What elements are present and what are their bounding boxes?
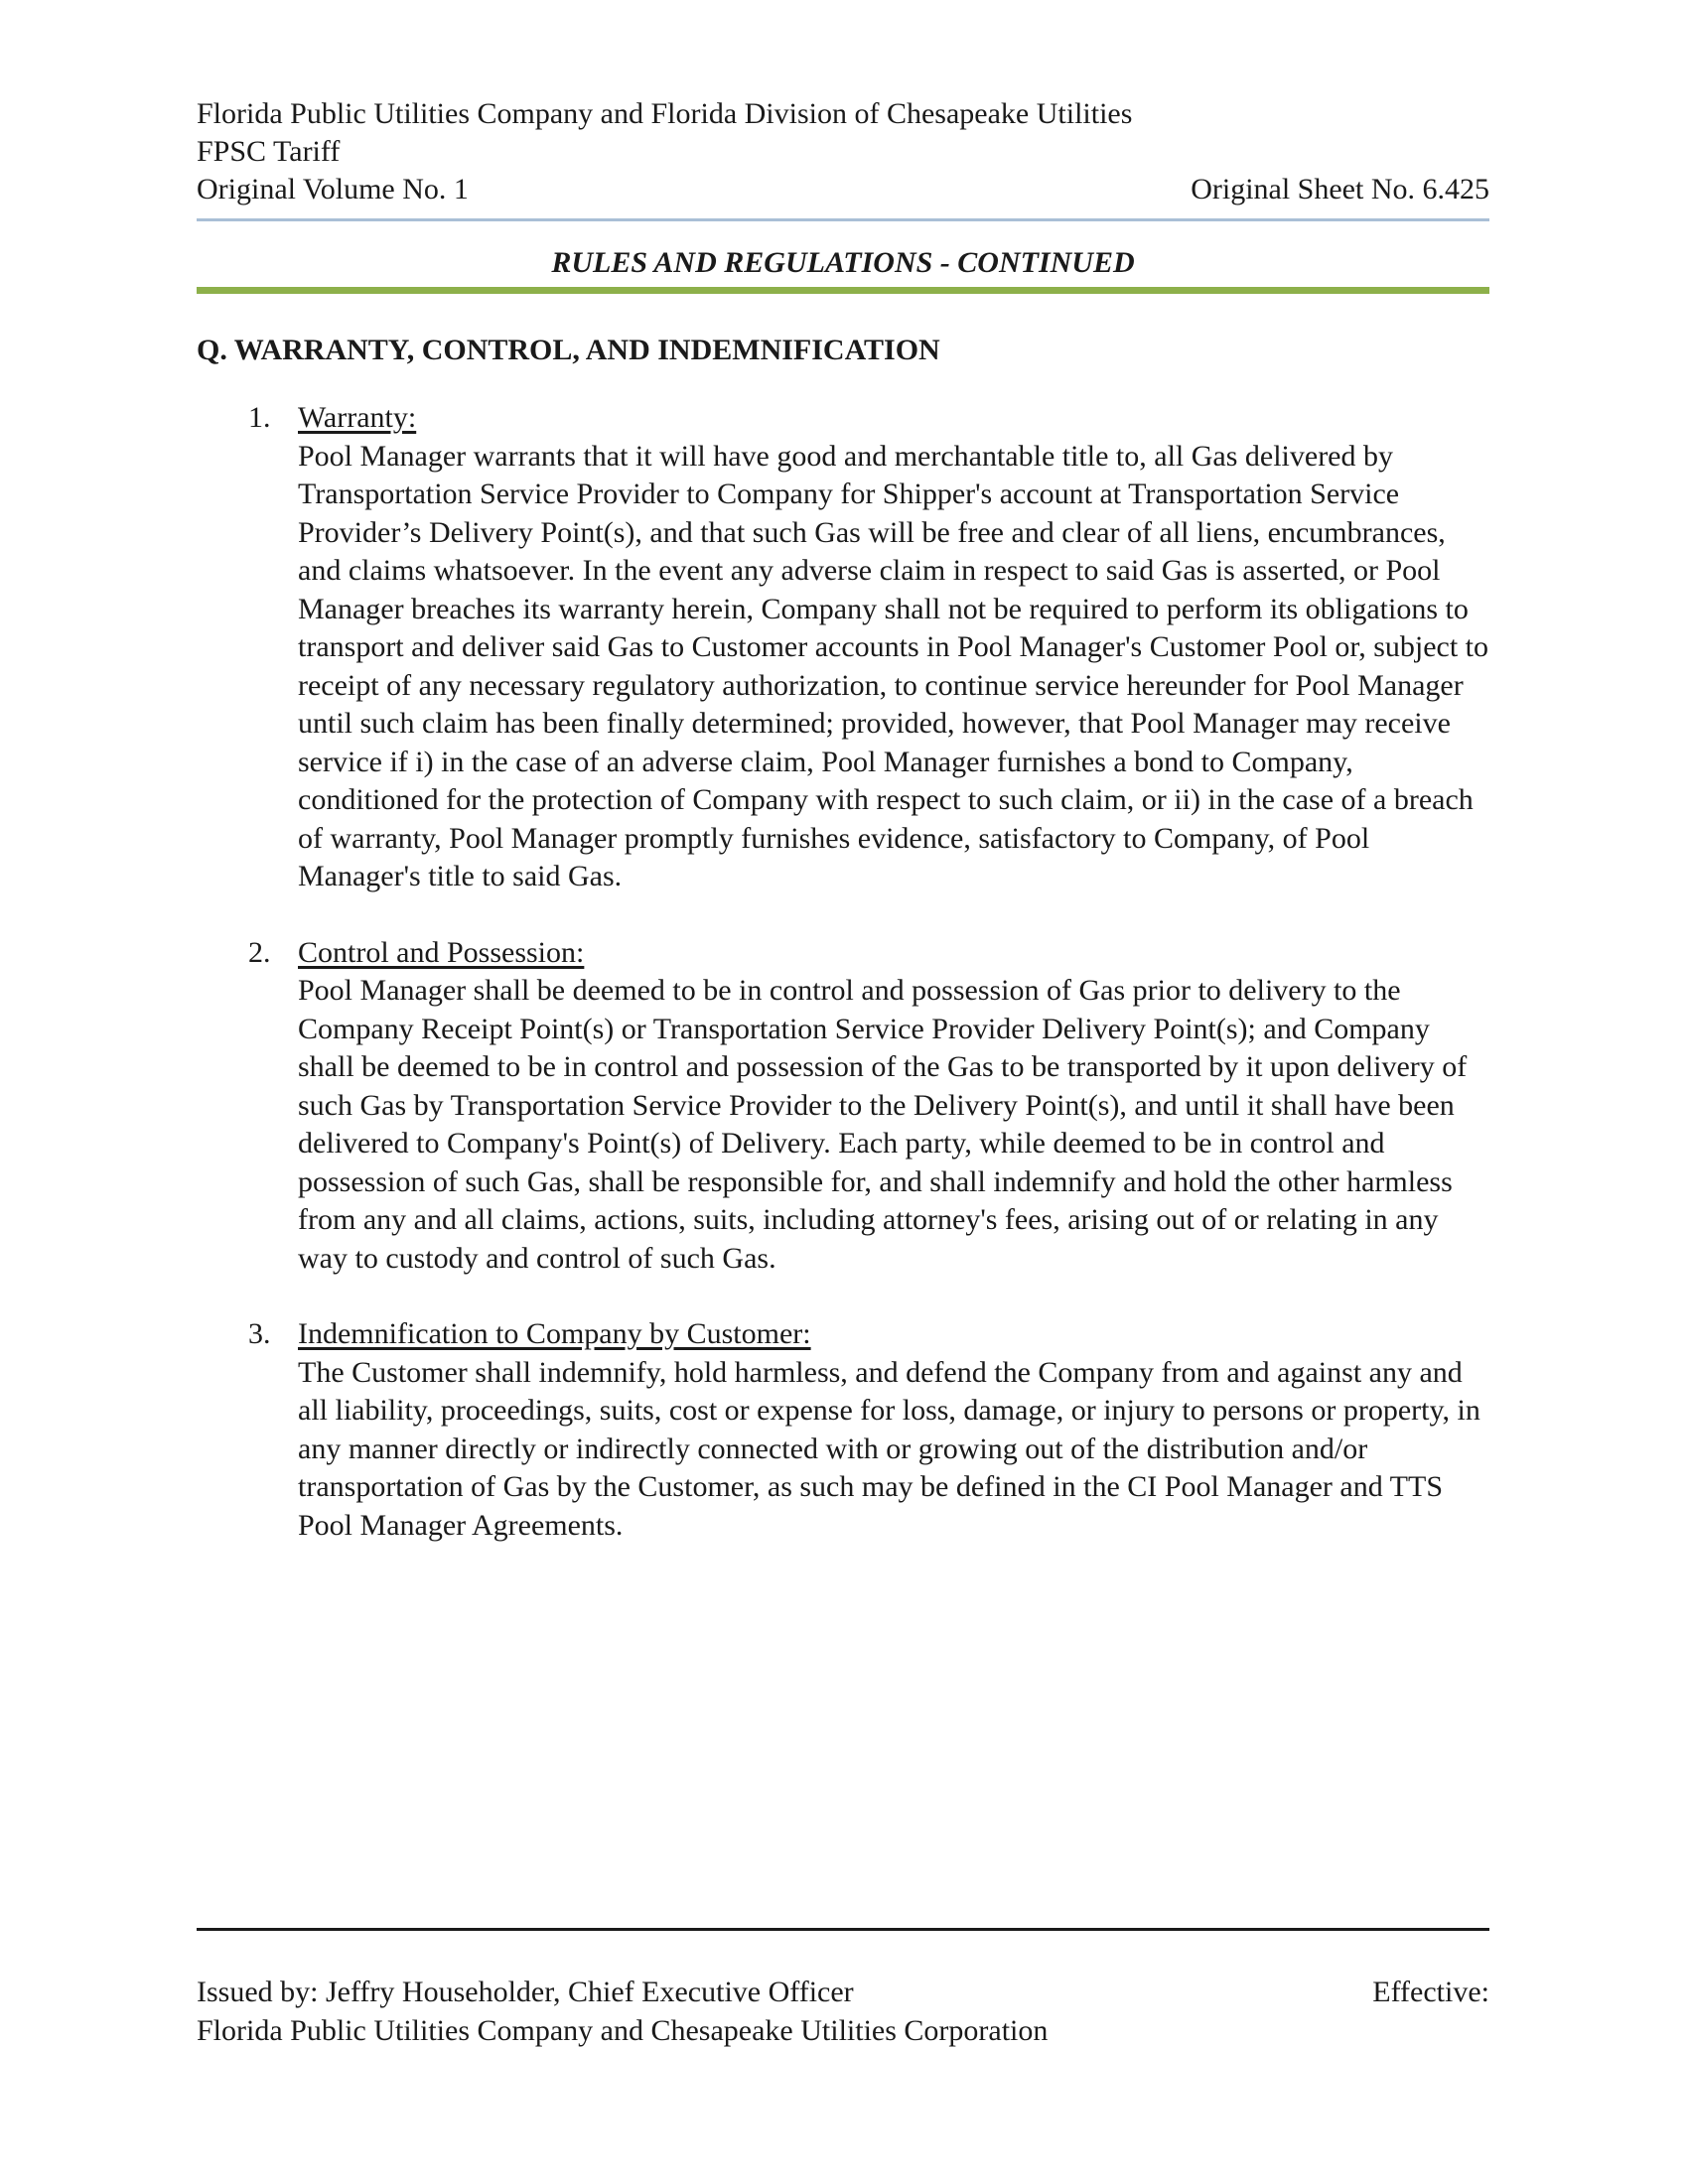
item-body: The Customer shall indemnify, hold harmless, and defend the Company from and against any and all liability, proceedings, suits, cost or expense for loss, damage, or injury to persons or property, in any manner directly or indirectly connected with or growing out of the distribution and/or transportation of Gas by the Customer, as such may be defined in the CI Pool Manager and TTS Pool Manager Agreements. bbox=[298, 1355, 1480, 1542]
item-number: 1. bbox=[248, 401, 271, 434]
header-line-2 bbox=[197, 133, 1489, 171]
section-title: RULES AND REGULATIONS - CONTINUED bbox=[551, 246, 1135, 279]
item-title: Indemnification to Company by Customer: bbox=[298, 1317, 811, 1350]
item-number: 2. bbox=[248, 935, 271, 969]
item-warranty bbox=[197, 399, 1489, 896]
item-title: Warranty: bbox=[298, 401, 417, 434]
header-company: Florida Public Utilities Company and Florida Division of Chesapeake Utilities bbox=[197, 97, 1133, 130]
header-divider bbox=[197, 218, 1489, 221]
footer-company: Florida Public Utilities Company and Chesapeake Utilities Corporation bbox=[197, 2014, 1049, 2047]
header-line-3 bbox=[197, 171, 1489, 208]
item-indemnification bbox=[197, 1315, 1489, 1545]
item-title: Control and Possession: bbox=[298, 935, 585, 969]
page-footer bbox=[197, 1928, 1489, 2050]
header-volume: Original Volume No. 1 bbox=[197, 173, 469, 205]
footer-issued-by: Issued by: Jeffry Householder, Chief Executive Officer bbox=[197, 1976, 854, 2008]
item-control-and-possession bbox=[197, 934, 1489, 1279]
tariff-page bbox=[197, 95, 1489, 2091]
section-title-divider bbox=[197, 287, 1489, 294]
item-list bbox=[197, 399, 1489, 1545]
section-heading: Q. WARRANTY, CONTROL, AND INDEMNIFICATION bbox=[197, 334, 940, 366]
header-line-1 bbox=[197, 95, 1489, 133]
item-body: Pool Manager warrants that it will have good and merchantable title to, all Gas delivered by Transportation Service Provider to Company for Shipper's account at Transportation Service Provider’s Delivery Point(s), and that such Gas will be free and clear of all liens, encumbrances, and claims whatsoever. In the event any adverse claim in respect to said Gas is asserted, or Pool Manager breaches its warranty herein, Company shall not be required to perform its obligations to transport and deliver said Gas to Customer accounts in Pool Manager's Customer Pool or, subject to receipt of any necessary regulatory authorization, to continue service hereunder for Pool Manager until such claim has been finally determined; provided, however, that Pool Manager may receive service if i) in the case of an adverse claim, Pool Manager furnishes a bond to Company, conditioned for the protection of Company with respect to such claim, or ii) in the case of a breach of warranty, Pool Manager promptly furnishes evidence, satisfactory to Company, of Pool Manager's title to said Gas. bbox=[298, 439, 1489, 892]
header-tariff: FPSC Tariff bbox=[197, 135, 341, 168]
footer-line-2 bbox=[197, 2011, 1489, 2050]
item-number: 3. bbox=[248, 1317, 271, 1350]
footer-divider bbox=[197, 1928, 1489, 1931]
footer-line-1 bbox=[197, 1973, 1489, 2011]
footer-effective: Effective: bbox=[1372, 1976, 1489, 2008]
header-sheet-number: Original Sheet No. 6.425 bbox=[1191, 173, 1489, 205]
item-body: Pool Manager shall be deemed to be in control and possession of Gas prior to delivery to the Company Receipt Point(s) or Transportation Service Provider Delivery Point(s); and Company shall be deemed to be in control and possession of the Gas to be transported by it upon delivery of such Gas by Transportation Service Provider to the Delivery Point(s), and until it shall have been delivered to Company's Point(s) of Delivery. Each party, while deemed to be in control and possession of such Gas, shall be responsible for, and shall indemnify and hold the other harmless from any and all claims, actions, suits, including attorney's fees, arising out of or relating in any way to custody and control of such Gas. bbox=[298, 974, 1468, 1275]
